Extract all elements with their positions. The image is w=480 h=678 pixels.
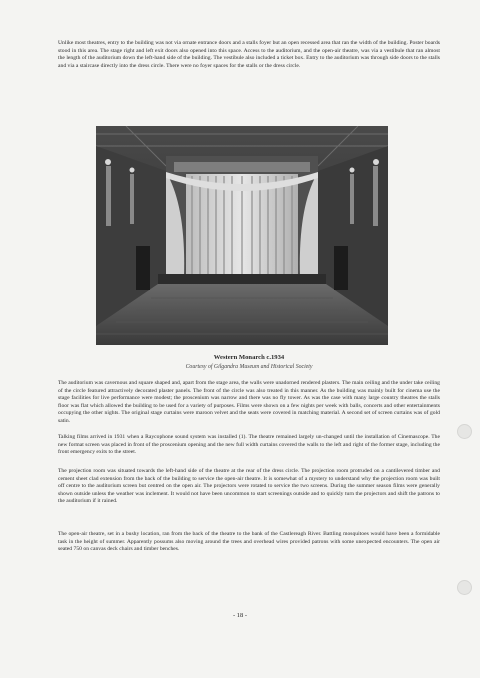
binder-hole <box>457 424 472 439</box>
figure-caption-credit: Courtesy of Gilgandra Museum and Historical Society <box>185 364 313 370</box>
figure-caption-title: Western Monarch c.1934 <box>213 354 285 361</box>
auditorium-photo <box>96 126 388 345</box>
binder-hole <box>457 580 472 595</box>
paragraph-projection-room: The projection room was situated towards the left-hand side of the theatre at the rear of the dress circle. The projection room protruded on a cantilevered timber and cement sheet clad extension from the back of the building to service the open-air theatre. It is somewhat of a mystery to understand why the projection room was built off centre to the auditorium screen but centred on the open air. The projectors were rotated to service the two screens. During the summer season films were generally shown outside unless the weather was inclement. It would not have been uncommon to start screenings outside and to quickly turn the projectors and shift the patrons to the auditorium if it rained. <box>58 468 440 505</box>
paragraph-talking-films: Talking films arrived in 1931 when a Raycophone sound system was installed (1). The theatre remained largely un-changed until the installation of Cinemascope. The new format screen was placed in front of the proscenium opening and the new full width curtains covered the walls to the left and right of the former stage, including the front emergency exits to the street. <box>58 434 440 456</box>
paragraph-auditorium: The auditorium was cavernous and square shaped and, apart from the stage area, the walls were unadorned rendered plasters. The main ceiling and the under take ceiling of the circle featured attractively decorated plaster panels. The front of the circle was also treated in this manner. As the building was mainly built for cinema use the stage facilities for live performance were modest; the proscenium was narrow and there was no fly tower. As was the case with many large country theatres the stalls floor was flat which allowed the building to be used for a variety of purposes. Films were shown on a few nights per week with balls, concerts and other entertainments occupying the other nights. The original stage curtains were maroon velvet and the seats were covered in matching material. A second set of screen curtains was of gold satin. <box>58 380 440 424</box>
paragraph-entry: Unlike most theatres, entry to the building was not via ornate entrance doors and a stalls foyer but an open recessed area that ran the width of the building. Poster boards stood in this area. The stage right and left exit doors also opened into this space. Access to the auditorium, and the open-air theatre, was via a vestibule that ran almost the length of the auditorium down the left-hand side of the building. The vestibule also included a ticket box. Entry to the auditorium was through side doors to the stalls and via a staircase directly into the dress circle. There were no foyer spaces for the stalls or the dress circle. <box>58 40 440 69</box>
paragraph-open-air-theatre: The open-air theatre, set in a bushy location, ran from the back of the theatre to the bank of the Castlereagh River. Battling mosquitoes would have been a formidable task in the height of summer. Apparently possums also moving around the trees and overhead wires provided patrons with some unexpected encounters. The open air seated 750 on canvas deck chairs and timber benches. <box>58 531 440 553</box>
auditorium-photo-illustration <box>96 126 388 345</box>
page-number: - 18 - <box>232 612 248 619</box>
